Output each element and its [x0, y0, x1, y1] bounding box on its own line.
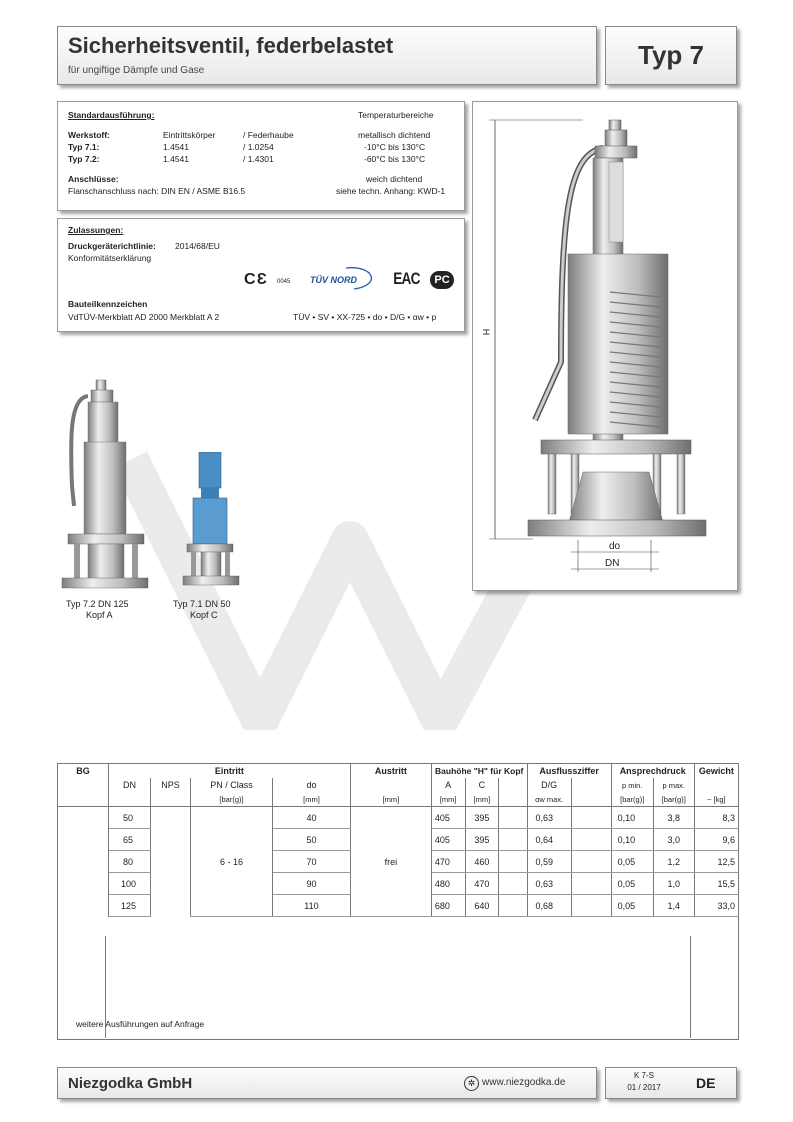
cell-pn: 6 - 16: [191, 807, 273, 917]
subheader-pmin: p min.: [611, 778, 653, 792]
temperature-soft: weich dichtend: [366, 174, 423, 184]
page-subtitle: für ungiftige Dämpfe und Gase: [68, 65, 205, 76]
table-footnote: weitere Ausführungen auf Anfrage: [76, 1019, 205, 1029]
conformity-text: Konformitätserklärung: [68, 253, 152, 263]
valve-cross-section-drawing: [473, 102, 737, 590]
product-photo-typ71: [181, 452, 241, 587]
cell-weight: 33,0: [694, 895, 738, 917]
header-weight: Gewicht: [698, 766, 734, 776]
tuv-nord-logo-text: TÜV NORD: [310, 275, 357, 285]
cell-a: 480: [431, 873, 465, 895]
subheader-pn: PN / Class: [191, 778, 273, 792]
type72-body: 1.4541: [163, 154, 189, 164]
header-outlet: Austritt: [350, 764, 431, 778]
cell-pmax: 3,0: [653, 829, 694, 851]
doc-code: K 7-S: [633, 1071, 654, 1080]
component-id-label: Bauteilkennzeichen: [68, 299, 148, 309]
photo-caption-typ71-line2: Kopf C: [190, 610, 218, 620]
cell-weight: 15,5: [694, 873, 738, 895]
cell-a: 680: [431, 895, 465, 917]
cell-a: 405: [431, 829, 465, 851]
type-label: Typ 7: [638, 40, 704, 70]
cell-weight: 12,5: [694, 851, 738, 873]
globe-icon: ✲: [464, 1076, 479, 1091]
subheader-c: C: [465, 778, 499, 792]
table-column-extension: [690, 936, 691, 1038]
unit-pmin: [bar(g)]: [611, 792, 653, 807]
cell-do: 40: [273, 807, 351, 829]
unit-outlet: [mm]: [350, 792, 431, 807]
subheader-dn: DN: [108, 778, 150, 792]
cell-do: 110: [273, 895, 351, 917]
type71-label: Typ 7.1:: [68, 142, 100, 152]
cell-c: 395: [465, 807, 499, 829]
subheader-dg: D/G: [527, 778, 571, 792]
cell-do: 50: [273, 829, 351, 851]
footer-box: [57, 1067, 597, 1099]
cell-pmin: 0,05: [611, 851, 653, 873]
type71-body: 1.4541: [163, 142, 189, 152]
cell-dn: 80: [108, 851, 150, 873]
cell-pmax: 1,4: [653, 895, 694, 917]
pressure-directive-label: Druckgeräterichtlinie:: [68, 241, 156, 251]
table-header-row-3: [58, 792, 738, 807]
cell-pmin: 0,10: [611, 829, 653, 851]
table-row: [58, 807, 738, 829]
dimension-dn-label: DN: [605, 558, 620, 569]
cell-dg: 0,59: [527, 851, 571, 873]
company-name: Niezgodka GmbH: [68, 1075, 193, 1092]
type71-temp: -10°C bis 130°C: [364, 142, 426, 152]
cell-pmax: 3,8: [653, 807, 694, 829]
language-code: DE: [696, 1075, 716, 1091]
cell-weight: 9,6: [694, 829, 738, 851]
cell-pmax: 1,0: [653, 873, 694, 895]
cell-dg: 0,68: [527, 895, 571, 917]
type71-hood: / 1.0254: [243, 142, 274, 152]
cell-dn: 100: [108, 873, 150, 895]
unit-do: [mm]: [273, 792, 351, 807]
type72-label: Typ 7.2:: [68, 154, 100, 164]
unit-c: [mm]: [465, 792, 499, 807]
dimension-h-label: H: [481, 328, 492, 336]
header-title-box: [57, 26, 597, 85]
technical-drawing-box: [472, 101, 738, 591]
cell-outlet: frei: [350, 807, 431, 917]
header-discharge: Ausflussziffer: [527, 764, 611, 778]
unit-dg: αw max.: [527, 792, 571, 807]
pressure-directive-value: 2014/68/EU: [175, 241, 220, 251]
doc-date: 01 / 2017: [627, 1083, 661, 1092]
subheader-a: A: [431, 778, 465, 792]
spec-table-frame: [57, 763, 739, 1040]
unit-weight: ~ [kg]: [707, 794, 726, 804]
cell-do: 90: [273, 873, 351, 895]
type72-temp: -60°C bis 130°C: [364, 154, 426, 164]
temperature-soft-note: siehe techn. Anhang: KWD-1: [336, 186, 446, 196]
subheader-pmax: p max.: [653, 778, 694, 792]
unit-a: [mm]: [431, 792, 465, 807]
type-label-box: [605, 26, 737, 85]
subheader-do: do: [273, 778, 351, 792]
component-id-code: TÜV • SV • XX-725 • do • D/G • αw • p: [293, 312, 437, 322]
standard-heading: Standardausführung:: [68, 110, 155, 120]
approvals-heading: Zulassungen:: [68, 225, 124, 235]
cell-pmin: 0,05: [611, 873, 653, 895]
cell-c: 395: [465, 829, 499, 851]
standard-box: [57, 101, 465, 211]
cell-c: 640: [465, 895, 499, 917]
pct-mark-icon: PC: [430, 271, 454, 289]
cell-dg: 0,63: [527, 807, 571, 829]
material-label: Werkstoff:: [68, 130, 110, 140]
component-id-text: VdTÜV-Merkblatt AD 2000 Merkblatt A 2: [68, 312, 220, 322]
connections-label: Anschlüsse:: [68, 174, 119, 184]
table-header-row-2: [58, 778, 738, 792]
cell-a: 405: [431, 807, 465, 829]
table-header-row-1: [58, 764, 738, 778]
cell-c: 460: [465, 851, 499, 873]
eac-logo: EAC: [393, 269, 420, 288]
cell-pmax: 1,2: [653, 851, 694, 873]
product-photo-typ72: [58, 376, 158, 591]
cell-do: 70: [273, 851, 351, 873]
cell-dg: 0,64: [527, 829, 571, 851]
type72-hood: / 1.4301: [243, 154, 274, 164]
temperature-metal: metallisch dichtend: [358, 130, 431, 140]
website-link[interactable]: www.niezgodka.de: [482, 1077, 566, 1088]
material-col-body: Eintrittskörper: [163, 130, 216, 140]
cell-weight: 8,3: [694, 807, 738, 829]
connections-text: Flanschanschluss nach: DIN EN / ASME B16.5: [68, 186, 246, 196]
material-col-hood: / Federhaube: [243, 130, 294, 140]
cell-a: 470: [431, 851, 465, 873]
ce-mark-icon: C Ɛ: [244, 271, 266, 288]
cell-pmin: 0,10: [611, 807, 653, 829]
unit-pmax: [bar(g)]: [653, 792, 694, 807]
cell-dn: 50: [108, 807, 150, 829]
photo-caption-typ72-line1: Typ 7.2 DN 125: [66, 599, 129, 609]
subheader-nps: NPS: [151, 778, 191, 792]
ce-number: 0045: [277, 279, 291, 285]
temperature-heading: Temperaturbereiche: [358, 110, 434, 120]
footer-doc-box: [605, 1067, 737, 1099]
tuv-nord-logo: [308, 265, 378, 291]
photo-caption-typ72-line2: Kopf A: [86, 610, 113, 620]
header-bg: BG: [58, 764, 108, 778]
page-title: Sicherheitsventil, federbelastet: [68, 33, 394, 58]
cell-c: 470: [465, 873, 499, 895]
header-inlet: Eintritt: [108, 764, 350, 778]
cell-pmin: 0,05: [611, 895, 653, 917]
header-set-pressure: Ansprechdruck: [611, 764, 694, 778]
photo-caption-typ71-line1: Typ 7.1 DN 50: [173, 599, 231, 609]
header-height: Bauhöhe "H" für Kopf: [431, 764, 527, 778]
unit-pn: [bar(g)]: [191, 792, 273, 807]
spec-table: [58, 764, 738, 917]
cell-dn: 125: [108, 895, 150, 917]
cell-dg: 0,63: [527, 873, 571, 895]
dimension-do-label: do: [609, 541, 621, 552]
approvals-box: [57, 218, 465, 332]
cell-dn: 65: [108, 829, 150, 851]
